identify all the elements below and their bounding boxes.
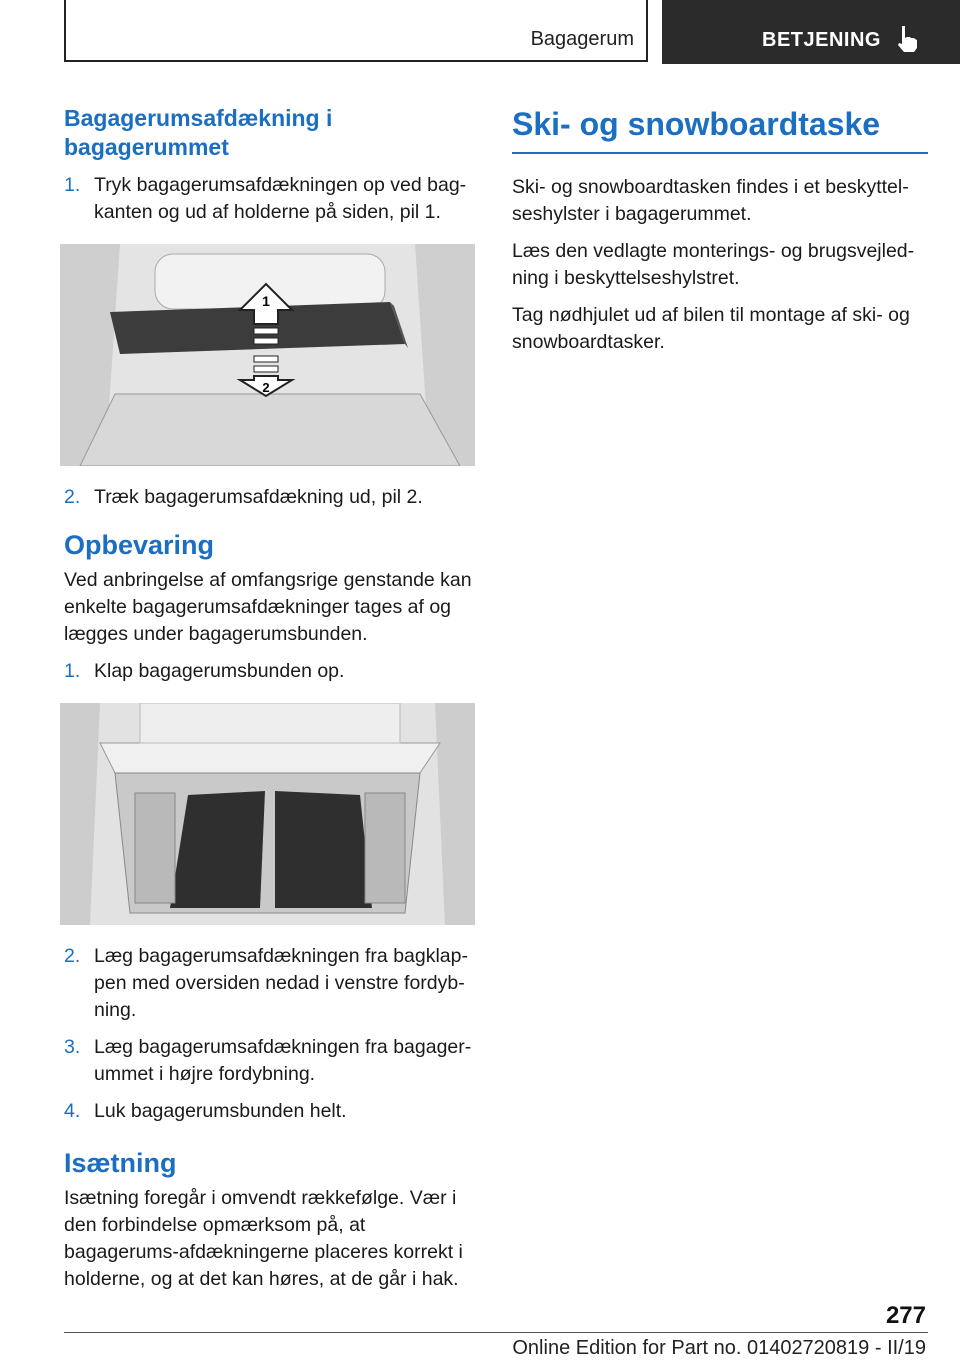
- page-number: 277: [885, 1302, 926, 1329]
- step-number: 4.: [64, 1100, 81, 1122]
- step-number: 2.: [64, 945, 81, 967]
- step-number: 3.: [64, 1036, 81, 1058]
- step-text: Luk bagagerumsbunden helt.: [94, 1100, 347, 1122]
- ski-bag-paragraph-3: Tag nødhjulet ud af bilen til montage af ski- og snowboardtasker.: [512, 304, 910, 353]
- list-item: [64, 484, 476, 511]
- step-text: Læg bagagerumsafdækningen fra bagager-ummet i højre fordybning.: [94, 1036, 472, 1085]
- footer-divider: [64, 1332, 928, 1333]
- insertion-paragraph: Isætning foregår i omvendt rækkefølge. Vær i den forbindelse opmærksom på, at bagagerums-afdækningerne placeres korrekt i holderne, og at det kan høres, at de går i hak.: [64, 1187, 463, 1290]
- heading-storage: Opbevaring: [64, 530, 215, 560]
- page-header: [0, 0, 960, 66]
- ski-bag-paragraph-1: Ski- og snowboardtasken findes i et beskyttel-seshylster i bagagerummet.: [512, 176, 909, 225]
- trunk-floor-illustration: [60, 703, 475, 925]
- list-item: [64, 1034, 476, 1088]
- header-section-title: Bagagerum: [530, 28, 634, 50]
- list-item: [64, 1098, 476, 1125]
- edition-text: Online Edition for Part no. 01402720819 - II/19: [512, 1337, 926, 1359]
- step-number: 1.: [64, 660, 81, 682]
- heading-ski-bag: Ski- og snowboardtaske: [512, 104, 928, 154]
- left-column: [64, 100, 476, 1303]
- step-text: Tryk bagagerumsafdækningen op ved bag-kanten og ud af holderne på siden, pil 1.: [94, 174, 467, 223]
- step-text: Træk bagagerumsafdækning ud, pil 2.: [94, 486, 423, 508]
- step-text: Læg bagagerumsafdækningen fra bagklap-pen med oversiden nedad i venstre fordyb-ning.: [94, 945, 468, 1021]
- ski-bag-paragraph-2: Læs den vedlagte monterings- og brugsvejled-ning i beskyttelseshylstret.: [512, 240, 915, 289]
- header-chapter-box: [662, 0, 960, 64]
- list-item: [64, 943, 476, 1024]
- heading-cover-in-trunk: Bagagerumsafdækning i bagagerummet: [64, 105, 333, 160]
- page-footer: [0, 1290, 960, 1362]
- pointing-hand-icon: [894, 24, 920, 54]
- trunk-cover-illustration: [60, 244, 475, 466]
- arrow-label-1: 1: [262, 293, 270, 309]
- step-text: Klap bagagerumsbunden op.: [94, 660, 345, 682]
- trunk-cover-drawing: [60, 244, 475, 466]
- arrow-label-2: 2: [262, 380, 270, 395]
- list-item: [64, 172, 476, 226]
- right-column: [512, 100, 928, 366]
- storage-paragraph: Ved anbringelse af omfangsrige genstande kan enkelte bagagerumsafdækninger tages af og lægges under bagagerumsbunden.: [64, 569, 472, 645]
- trunk-floor-drawing: [60, 703, 475, 925]
- heading-insertion: Isætning: [64, 1148, 177, 1178]
- list-item: [64, 658, 476, 685]
- header-chapter-title: BETJENING: [762, 29, 881, 51]
- step-number: 2.: [64, 486, 81, 508]
- step-number: 1.: [64, 174, 81, 196]
- header-section-box: [64, 0, 648, 62]
